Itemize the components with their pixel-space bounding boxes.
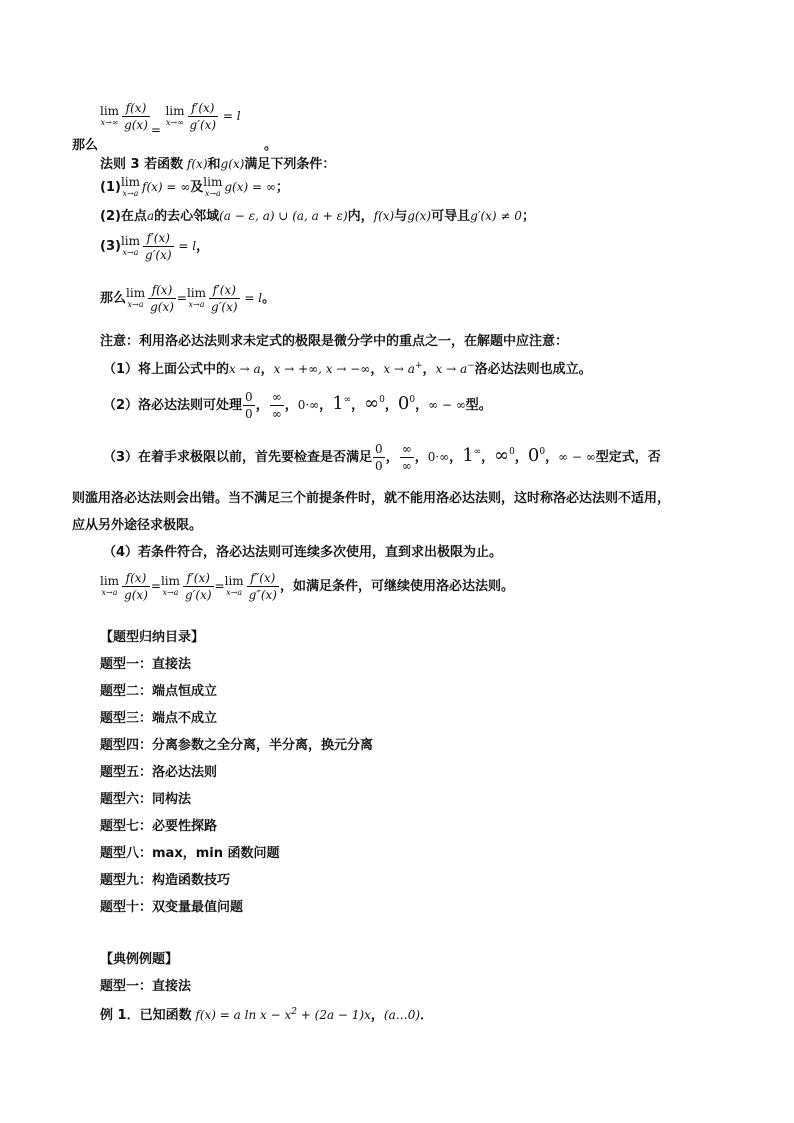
rule3-cond1: (1) lim x→a f(x) = ∞及 lim x→a g(x) = ∞； [100, 174, 289, 198]
example-1: 例 1．已知函数 f(x) = a $\ln x - x^2 + (2a - 1)x$，(a…0)． [100, 1007, 434, 1023]
cond2-prefix: (2)在点 [100, 209, 147, 224]
cond2-mid: 的去心邻域 [154, 209, 220, 224]
cond2-with: 与 [394, 209, 408, 224]
cond3-end: ， [196, 239, 210, 254]
note-3-line3: 应从另外途径求极限。 [72, 518, 203, 533]
rule3-cond2: (2)在点a的去心邻域(a − ε, a) ∪ (a, a + ε)内，f(x)与g(x)可导且g′(x) ≠ 0； [100, 209, 535, 224]
note2-pre: （2）洛必达法则可处理 [103, 398, 243, 413]
note-1: （1）将上面公式中的x → a，x → +∞, x → −∞，x → a+，x → a−洛必达法则也成立。 [103, 361, 592, 377]
note-2: （2）洛必达法则可处理 $\frac{0}{0}$ ， $\frac{\infty}{\infty}$ ，0·∞，1∞，∞$^0$，$0^0$，∞ − ∞型。 [103, 390, 492, 421]
example-type1: 题型一：直接法 [100, 979, 192, 994]
catalog-item: 题型八：max，min 函数问题 [100, 846, 280, 861]
note-4: （4）若条件符合，洛必达法则可连续多次使用，直到求出极限为止。 [103, 545, 503, 560]
rule3-title-pre: 法则 3 若函数 [100, 157, 184, 172]
cond2-in: 内， [347, 209, 374, 224]
rule3-title: 法则 3 若函数 f(x)和g(x)满足下列条件： [100, 157, 336, 172]
period: 。 [264, 138, 278, 153]
then-line-word: 那么 [100, 291, 127, 306]
catalog-item: 题型九：构造函数技巧 [100, 873, 231, 888]
note4-tail: ，如满足条件，可继续使用洛必达法则。 [279, 579, 514, 594]
examples-title: 【典例例题】 [100, 952, 179, 967]
catalog-item: 题型四：分离参数之全分离，半分离，换元分离 [100, 738, 374, 753]
cond2-diff: 可导且 [431, 209, 471, 224]
ex1-end: ． [420, 1008, 434, 1023]
note1-post: 洛必达法则也成立。 [474, 362, 592, 377]
note1-pre: （1）将上面公式中的 [103, 362, 230, 377]
catalog-item: 题型五：洛必达法则 [100, 765, 218, 780]
catalog-item: 题型十：双变量最值问题 [100, 900, 244, 915]
catalog-item: 题型二：端点恒成立 [100, 684, 218, 699]
note3-pre: （3）在着手求极限以前，首先要检查是否满足 [103, 450, 373, 465]
catalog-item: 题型七：必要性探路 [100, 819, 218, 834]
rule3-title-post: 满足下列条件： [244, 157, 336, 172]
rule3-then: 那么 lim x→a $\frac{f(x)}{g(x)}$ = lim x→a $\frac{f'(x)}{g'(x)}$ = l。 [100, 283, 276, 314]
note-4-formula: lim x→a $\frac{f(x)}{g(x)}$ = lim x→a $\frac{f'(x)}{g'(x)}$ = lim x→a $\frac{f''(x)}{g''(x)}$ ，如满足条件，可继续使用洛必达法则。 [100, 571, 514, 602]
ex1-pre: 例 1．已知函数 [100, 1008, 192, 1023]
note2-post: 型。 [465, 398, 492, 413]
then-word: 那么 [72, 138, 99, 153]
rule3-cond3: (3) lim x→a $\frac{f'(x)}{g'(x)}$ = l， [100, 231, 210, 262]
note-title: 注意：利用洛必达法则求未定式的极限是微分学中的重点之一，在解题中应注意： [100, 334, 569, 349]
note-3-line2: 则滥用洛必达法则会出错。当不满足三个前提条件时，就不能用洛必达法则，这时称洛必达法则不适用， [72, 491, 671, 506]
note3-post: 型定式，否 [595, 450, 661, 465]
cond1-end: ； [275, 180, 289, 195]
cond1-prefix: (1) [100, 180, 121, 195]
then-line-period: 。 [262, 291, 276, 306]
note-3: （3）在着手求极限以前，首先要检查是否满足 $\frac{0}{0}$ ， $\frac{\infty}{\infty}$ ，0·∞，1∞，∞$^0$，$0^0$，∞ − ∞型定式，否 [103, 442, 661, 473]
lim-formula-1: lim x→∞ $\frac{f(x)}{g(x)}$ = lim x→∞ $\frac{f'(x)}{g'(x)}$ = l [100, 101, 241, 137]
catalog-item: 题型六：同构法 [100, 792, 192, 807]
cond2-end: ； [521, 209, 535, 224]
cond3-prefix: (3) [100, 239, 121, 254]
catalog-item: 题型一：直接法 [100, 657, 192, 672]
cond1-and: 及 [190, 180, 204, 195]
catalog-title: 【题型归纳目录】 [100, 630, 205, 645]
catalog-item: 题型三：端点不成立 [100, 711, 218, 726]
rule3-title-and: 和 [207, 157, 221, 172]
